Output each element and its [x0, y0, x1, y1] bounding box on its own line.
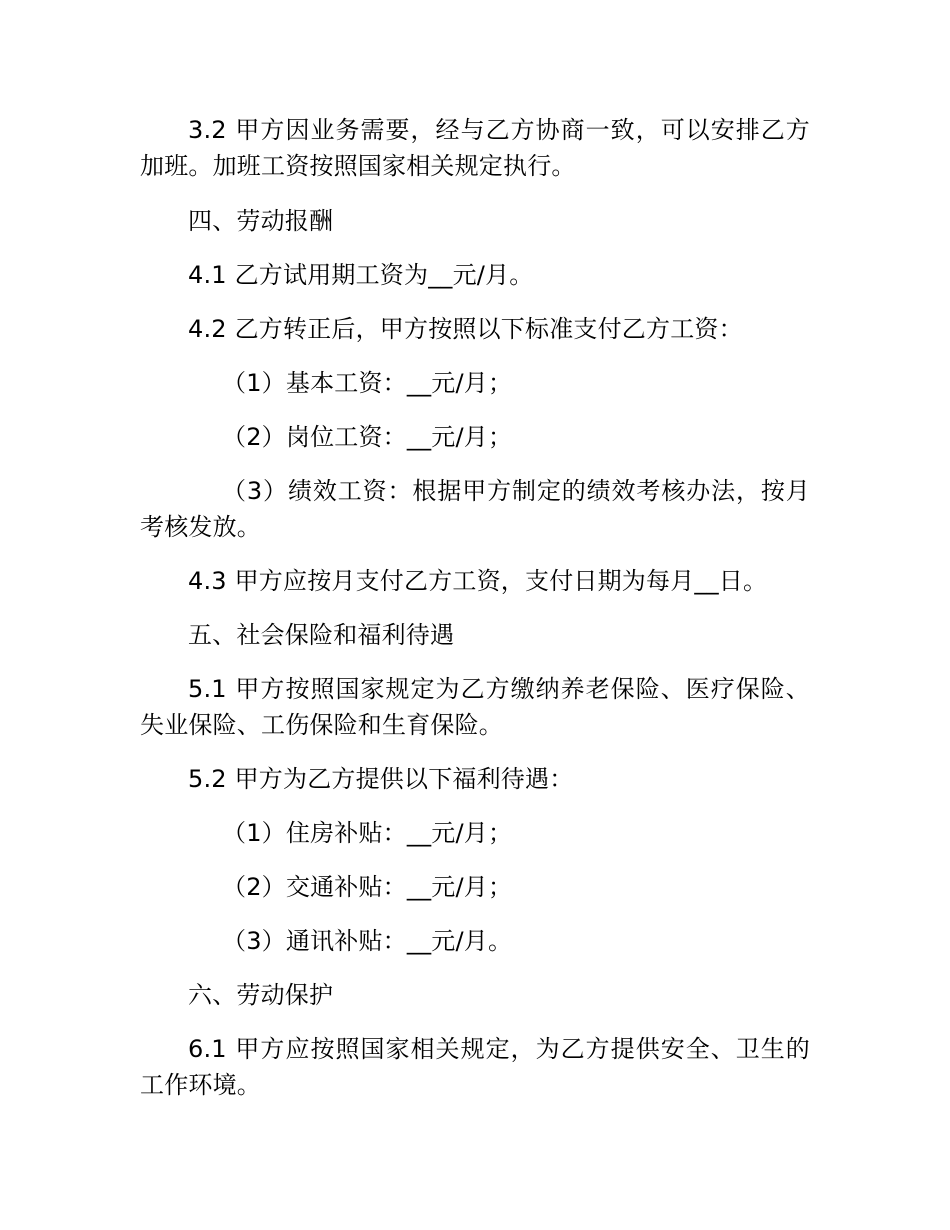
clause-4-2: 4.2 乙方转正后，甲方按照以下标准支付乙方工资：	[188, 315, 743, 343]
clause-4-2-item-1: （1）基本工资：__元/月；	[222, 369, 513, 397]
clause-5-2-item-3: （3）通讯补贴：__元/月。	[222, 927, 513, 955]
section-heading-6: 六、劳动保护	[188, 981, 334, 1009]
clause-3-2: 3.2 甲方因业务需要，经与乙方协商一致，可以安排乙方加班。加班工资按照国家相关规定执行。	[140, 116, 810, 180]
clause-5-2: 5.2 甲方为乙方提供以下福利待遇：	[188, 765, 574, 793]
clause-6-1: 6.1 甲方应按照国家相关规定，为乙方提供安全、卫生的工作环境。	[140, 1035, 810, 1099]
clause-4-1: 4.1 乙方试用期工资为__元/月。	[188, 261, 534, 289]
clause-4-3: 4.3 甲方应按月支付乙方工资，支付日期为每月__日。	[188, 567, 768, 595]
clause-5-2-item-1: （1）住房补贴：__元/月；	[222, 819, 513, 847]
section-heading-5: 五、社会保险和福利待遇	[188, 621, 455, 649]
clause-4-2-item-2: （2）岗位工资：__元/月；	[222, 423, 513, 451]
section-heading-4: 四、劳动报酬	[188, 207, 334, 235]
clause-4-2-item-3: （3）绩效工资：根据甲方制定的绩效考核办法，按月考核发放。	[140, 477, 810, 541]
clause-5-1: 5.1 甲方按照国家规定为乙方缴纳养老保险、医疗保险、失业保险、工伤保险和生育保险。	[140, 675, 810, 739]
clause-5-2-item-2: （2）交通补贴：__元/月；	[222, 873, 513, 901]
